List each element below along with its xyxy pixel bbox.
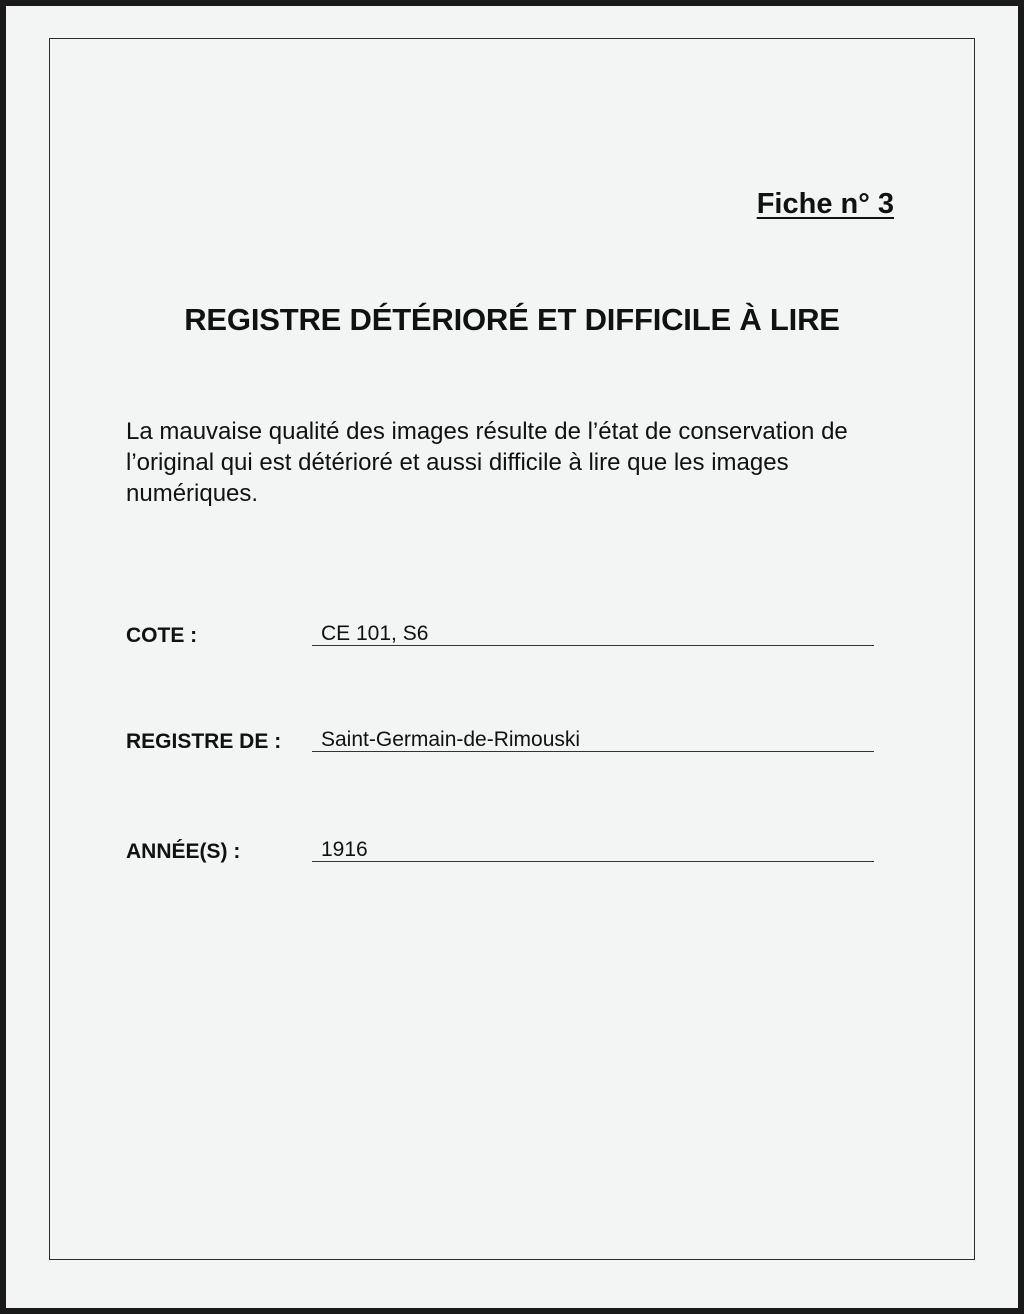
field-label: COTE : [126, 624, 198, 647]
document-page [6, 6, 1018, 1308]
field-value: 1916 [312, 832, 874, 862]
page-title: REGISTRE DÉTÉRIORÉ ET DIFFICILE À LIRE [184, 302, 840, 337]
field-value: CE 101, S6 [312, 616, 874, 646]
field-cote [126, 616, 886, 656]
field-label: ANNÉE(S) : [126, 840, 241, 863]
fiche-number: Fiche n° 3 [756, 188, 894, 220]
field-annees [126, 832, 886, 872]
description-paragraph: La mauvaise qualité des images résulte de l’état de conservation de l’original qui est détérioré et aussi difficile à lire que les images numériques. [126, 418, 848, 507]
field-value: Saint-Germain-de-Rimouski [312, 722, 874, 752]
field-registre [126, 722, 886, 762]
field-label: REGISTRE DE : [126, 730, 282, 753]
